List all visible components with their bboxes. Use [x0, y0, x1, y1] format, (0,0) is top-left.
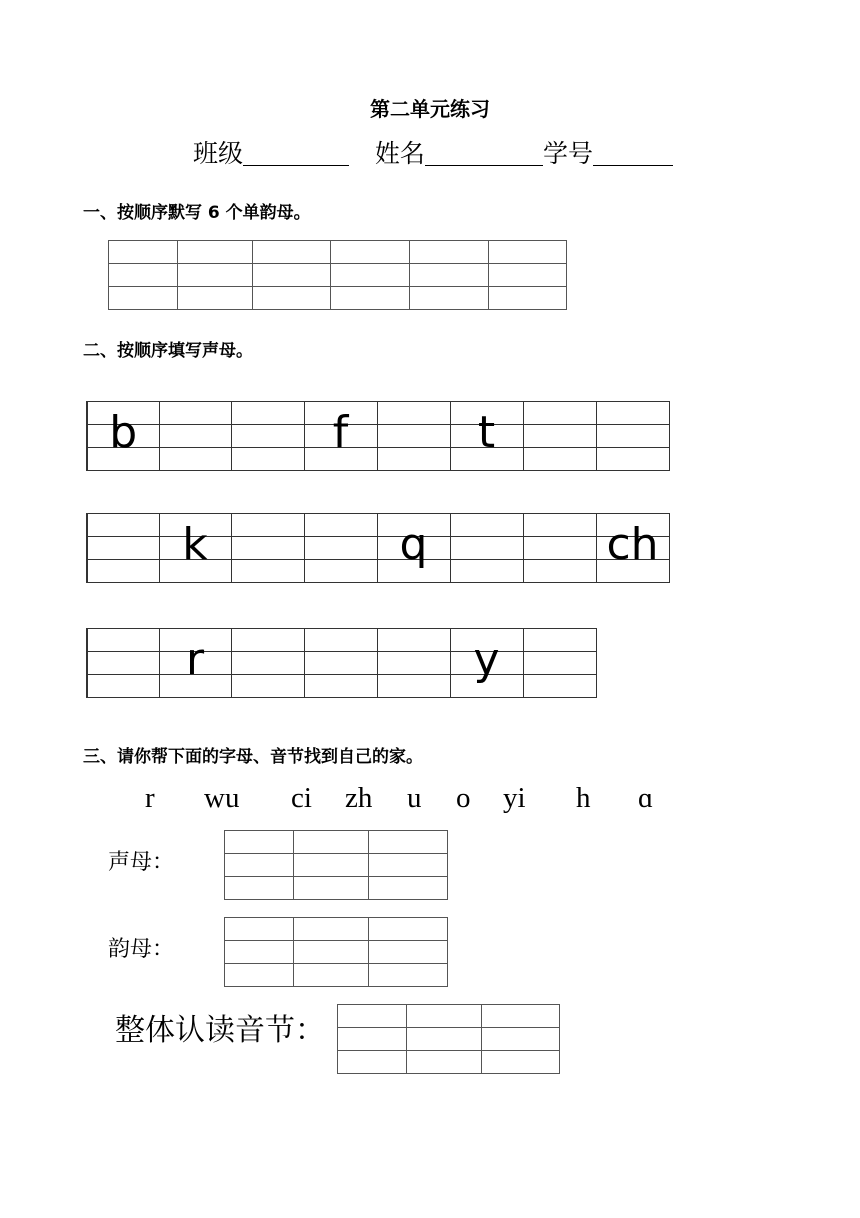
pinyin-cell [596, 514, 669, 570]
finals-category-label: 韵母： [108, 937, 175, 962]
sort-item[interactable]: zh [345, 782, 373, 814]
initial-letter: b [109, 407, 138, 458]
initial-letter: ch [606, 519, 659, 570]
pinyin-cell [87, 402, 159, 458]
grid-row [109, 264, 567, 287]
pinyin-cell [450, 514, 523, 537]
section-1-heading: 一、按顺序默写 6 个单韵母。 [83, 203, 311, 223]
pinyin-cell [159, 402, 231, 425]
initial-letter: t [477, 407, 496, 458]
pinyin-cell [159, 629, 231, 685]
name-blank[interactable] [425, 139, 543, 166]
sort-item[interactable]: u [407, 782, 422, 814]
class-blank[interactable] [243, 139, 349, 166]
class-label: 班级 [193, 139, 244, 168]
initials-grid-row-2[interactable] [86, 513, 670, 583]
sort-item[interactable]: h [576, 782, 591, 814]
pinyin-cell [450, 629, 523, 685]
initials-answer-grid[interactable] [224, 830, 448, 900]
initial-letter: k [182, 519, 208, 570]
initials-grid-row-1[interactable] [86, 401, 670, 471]
grid-row [109, 287, 567, 310]
whole-syllable-answer-grid[interactable] [337, 1004, 560, 1074]
initial-letter: r [185, 634, 205, 685]
pinyin-cell [596, 402, 669, 425]
pinyin-cell [450, 402, 523, 458]
sort-item[interactable]: wu [204, 782, 240, 814]
whole-syllable-category-label: 整体认读音节： [115, 1013, 325, 1048]
number-label: 学号 [542, 139, 593, 168]
pinyin-cell [377, 629, 450, 652]
section-3-heading: 三、请你帮下面的字母、音节找到自己的家。 [83, 747, 423, 767]
pinyin-cell [304, 514, 377, 537]
number-blank[interactable] [593, 139, 673, 166]
section-2-heading: 二、按顺序填写声母。 [83, 341, 253, 361]
sort-item[interactable]: ɑ [638, 782, 654, 814]
sort-item[interactable]: ci [291, 782, 312, 814]
initials-category-label: 声母： [108, 850, 175, 875]
pinyin-cell [87, 514, 159, 537]
initial-letter: y [473, 634, 500, 685]
pinyin-cell [304, 402, 377, 458]
grid-row [109, 241, 567, 264]
pinyin-cell [231, 629, 304, 652]
student-info-line [193, 134, 673, 170]
page-title: 第二单元练习 [370, 97, 490, 121]
pinyin-cell [523, 514, 596, 537]
pinyin-cell [523, 402, 596, 425]
initials-grid-row-3[interactable] [86, 628, 597, 698]
pinyin-cell [231, 402, 304, 425]
pinyin-cell [159, 514, 231, 570]
pinyin-cell [87, 629, 159, 652]
sort-item[interactable]: o [456, 782, 471, 814]
pinyin-cell [377, 514, 450, 570]
pinyin-cell [304, 629, 377, 652]
pinyin-cell [523, 629, 596, 652]
initial-letter: f [332, 407, 349, 458]
pinyin-cell [231, 514, 304, 537]
name-label: 姓名 [374, 139, 425, 168]
pinyin-cell [377, 402, 450, 425]
sort-item[interactable]: r [145, 782, 155, 814]
finals-answer-grid[interactable] [224, 917, 448, 987]
finals-writing-grid[interactable] [108, 240, 567, 310]
initial-letter: q [399, 519, 428, 570]
sort-item[interactable]: yi [503, 782, 526, 814]
